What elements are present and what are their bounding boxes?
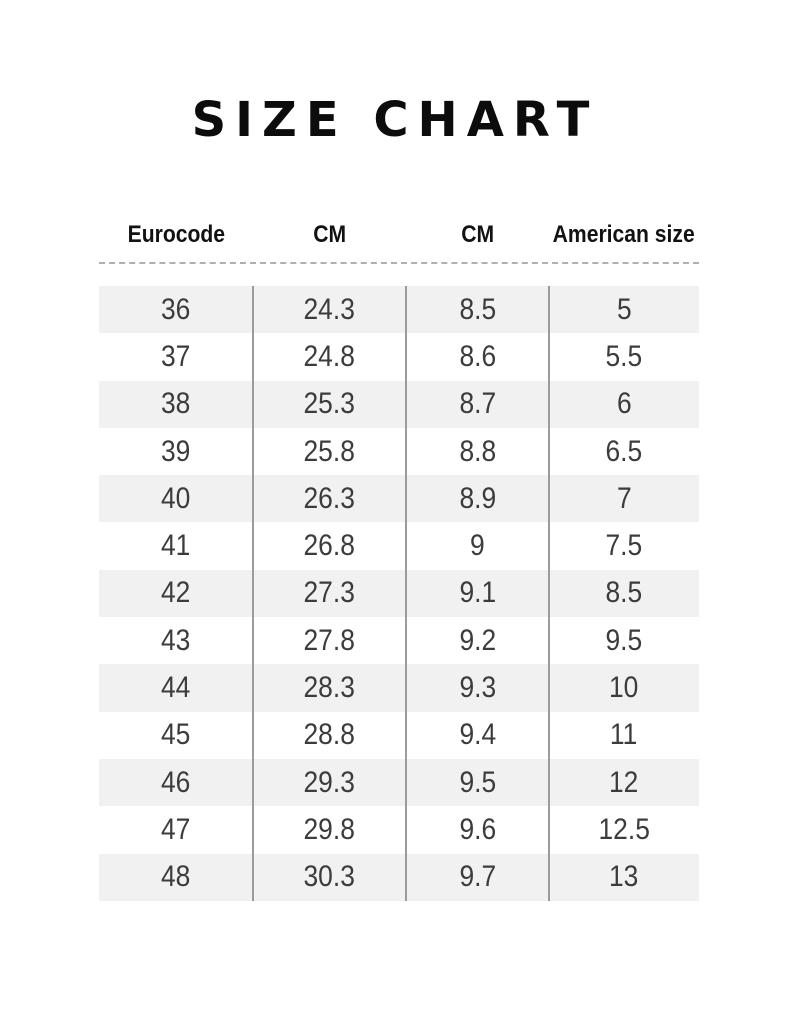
cell-value: 47 — [161, 812, 191, 846]
table-cell — [549, 617, 699, 664]
table-cell — [253, 381, 406, 428]
table-cell — [253, 522, 406, 569]
table-cell — [406, 759, 549, 806]
cell-value: 9.1 — [459, 576, 496, 610]
table-row — [99, 664, 699, 711]
table-cell — [549, 664, 699, 711]
cell-value: 10 — [609, 671, 639, 705]
table-cell — [99, 712, 253, 759]
table-row — [99, 475, 699, 522]
cell-value: 9.5 — [605, 623, 643, 657]
table-cell — [549, 522, 699, 569]
table-cell — [549, 806, 699, 853]
table-cell — [99, 617, 253, 664]
table-cell — [549, 428, 699, 475]
table-cell — [253, 286, 406, 333]
cell-value: 9.4 — [459, 718, 496, 752]
column-header-cm-1 — [253, 220, 406, 250]
table-cell — [99, 381, 253, 428]
cell-value: 27.8 — [303, 623, 356, 657]
column-header-cm-2 — [406, 220, 549, 250]
table-cell — [549, 475, 699, 522]
table-cell — [253, 664, 406, 711]
cell-value: 41 — [161, 529, 191, 563]
column-header-label: Eurocode — [127, 221, 225, 248]
cell-value: 26.8 — [303, 529, 356, 563]
table-cell — [99, 759, 253, 806]
table-cell — [253, 475, 406, 522]
cell-value: 9 — [470, 529, 485, 563]
table-cell — [253, 617, 406, 664]
table-cell — [99, 428, 253, 475]
cell-value: 24.8 — [303, 339, 356, 373]
table-row — [99, 381, 699, 428]
table-cell — [99, 664, 253, 711]
table-cell — [253, 570, 406, 617]
table-cell — [253, 854, 406, 901]
cell-value: 8.7 — [459, 387, 496, 421]
cell-value: 43 — [161, 623, 191, 657]
table-cell — [406, 475, 549, 522]
table-cell — [406, 428, 549, 475]
table-cell — [549, 381, 699, 428]
table-cell — [253, 333, 406, 380]
cell-value: 8.8 — [459, 434, 496, 468]
column-header-label: American size — [552, 221, 696, 248]
cell-value: 6.5 — [605, 434, 643, 468]
table-cell — [99, 854, 253, 901]
cell-value: 26.3 — [303, 481, 356, 515]
cell-value: 40 — [161, 481, 191, 515]
table-cell — [253, 428, 406, 475]
cell-value: 38 — [161, 387, 191, 421]
cell-value: 29.8 — [303, 812, 356, 846]
column-divider — [548, 286, 550, 901]
table-row — [99, 333, 699, 380]
cell-value: 42 — [161, 576, 191, 610]
table-cell — [99, 806, 253, 853]
cell-value: 24.3 — [303, 292, 356, 326]
cell-value: 44 — [161, 671, 191, 705]
table-cell — [99, 522, 253, 569]
table-cell — [253, 806, 406, 853]
cell-value: 48 — [161, 860, 191, 894]
cell-value: 5 — [616, 292, 632, 326]
cell-value: 36 — [161, 292, 191, 326]
table-cell — [549, 570, 699, 617]
cell-value: 27.3 — [303, 576, 356, 610]
cell-value: 28.3 — [303, 671, 356, 705]
column-header-label: CM — [313, 221, 346, 248]
cell-value: 8.5 — [459, 292, 496, 326]
table-row — [99, 617, 699, 664]
table-cell — [406, 664, 549, 711]
cell-value: 12.5 — [598, 812, 650, 846]
cell-value: 25.3 — [303, 387, 356, 421]
cell-value: 39 — [161, 434, 191, 468]
table-cell — [549, 759, 699, 806]
table-cell — [549, 712, 699, 759]
cell-value: 37 — [161, 339, 191, 373]
table-cell — [406, 286, 549, 333]
table-cell — [549, 286, 699, 333]
table-header-row — [99, 220, 699, 250]
table-row — [99, 522, 699, 569]
cell-value: 46 — [161, 765, 191, 799]
cell-value: 29.3 — [303, 765, 356, 799]
cell-value: 28.8 — [303, 718, 356, 752]
cell-value: 5.5 — [605, 339, 643, 373]
cell-value: 45 — [161, 718, 191, 752]
cell-value: 9.5 — [459, 765, 496, 799]
column-divider — [252, 286, 254, 901]
table-row — [99, 759, 699, 806]
table-cell — [549, 854, 699, 901]
table-cell — [406, 806, 549, 853]
table-cell — [99, 570, 253, 617]
table-row — [99, 570, 699, 617]
cell-value: 9.6 — [459, 812, 496, 846]
column-header-american-size — [549, 220, 699, 250]
table-cell — [99, 286, 253, 333]
table-cell — [406, 522, 549, 569]
table-cell — [253, 759, 406, 806]
table-row — [99, 806, 699, 853]
table-body — [99, 286, 699, 901]
table-cell — [406, 570, 549, 617]
cell-value: 8.9 — [459, 481, 496, 515]
column-header-label: CM — [461, 221, 494, 248]
cell-value: 8.5 — [605, 576, 643, 610]
table-cell — [549, 333, 699, 380]
cell-value: 7.5 — [605, 529, 643, 563]
cell-value: 9.7 — [459, 860, 496, 894]
table-cell — [99, 333, 253, 380]
cell-value: 30.3 — [303, 860, 356, 894]
table-cell — [406, 712, 549, 759]
table-row — [99, 854, 699, 901]
table-row — [99, 286, 699, 333]
table-cell — [253, 712, 406, 759]
table-cell — [406, 617, 549, 664]
table-cell — [406, 333, 549, 380]
page-title: SIZE CHART — [191, 92, 599, 148]
cell-value: 7 — [616, 481, 632, 515]
header-dashed-rule — [99, 262, 699, 264]
table-cell — [406, 854, 549, 901]
cell-value: 9.3 — [459, 671, 496, 705]
table-row — [99, 712, 699, 759]
table-cell — [406, 381, 549, 428]
column-divider — [405, 286, 407, 901]
cell-value: 11 — [610, 718, 638, 752]
cell-value: 9.2 — [459, 623, 496, 657]
cell-value: 6 — [616, 387, 632, 421]
table-row — [99, 428, 699, 475]
cell-value: 8.6 — [459, 339, 496, 373]
cell-value: 25.8 — [303, 434, 356, 468]
column-header-eurocode — [99, 220, 253, 250]
cell-value: 12 — [609, 765, 639, 799]
table-cell — [99, 475, 253, 522]
cell-value: 13 — [609, 860, 639, 894]
